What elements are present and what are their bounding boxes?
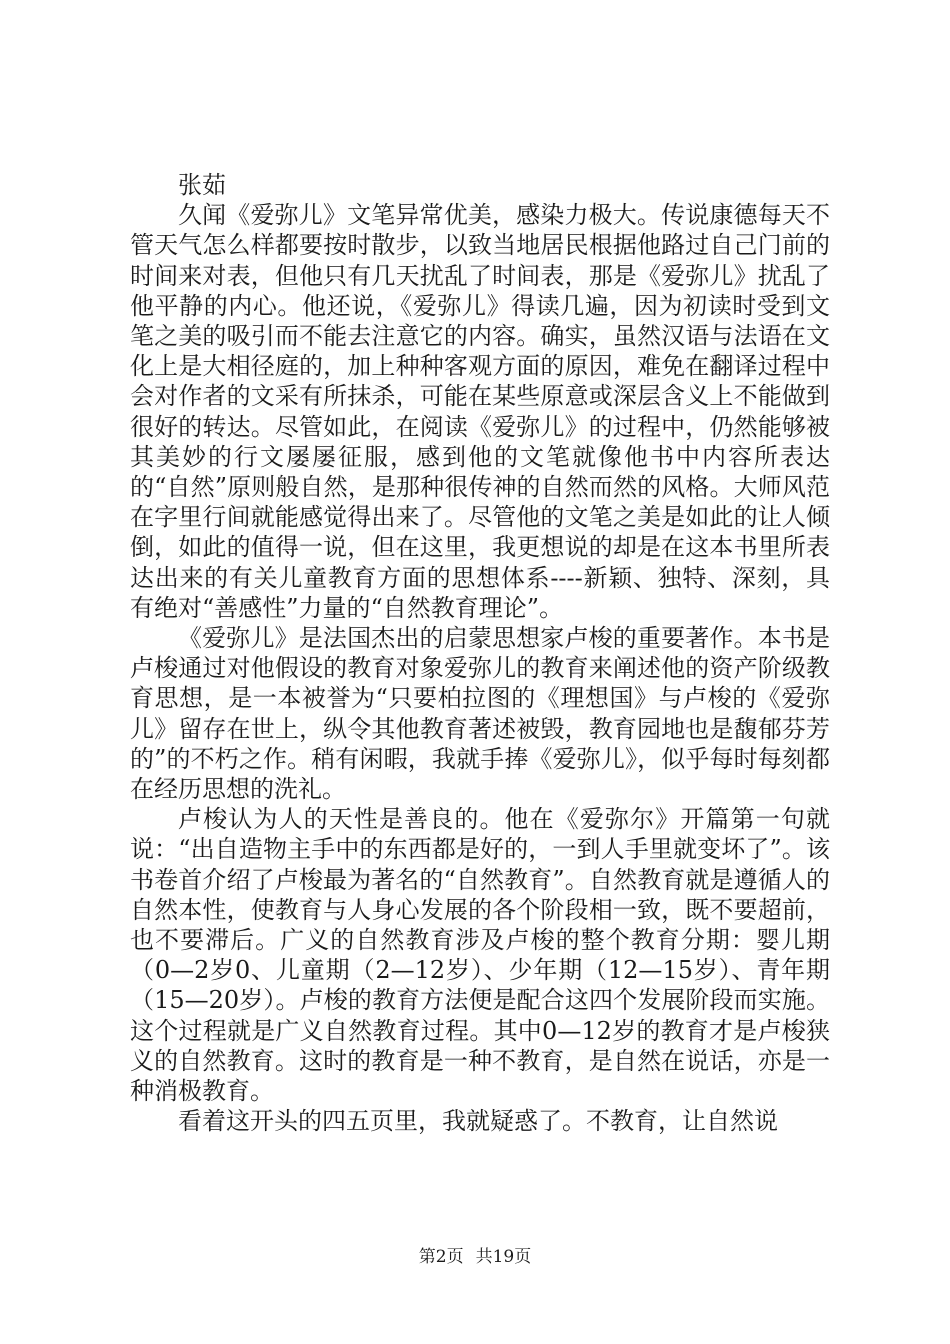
paragraph-4: 看着这开头的四五页里，我就疑惑了。不教育，让自然说 xyxy=(178,1107,778,1136)
author-name: 张茹 xyxy=(178,171,226,199)
document-body xyxy=(130,170,830,1137)
page-total: 共19页 xyxy=(475,1247,532,1267)
page-footer xyxy=(0,1242,950,1267)
paragraph-2: 《爱弥儿》是法国杰出的启蒙思想家卢梭的重要著作。本书是卢梭通过对他假设的教育对象爱弥儿的教育来阐述他的资产阶级教育思想，是一本被誉为“只要柏拉图的《理想国》与卢梭的《爱弥儿》留存在世上，纵令其他教育著述被毁，教育园地也是馥郁芬芳的”的不朽之作。稍有闲暇，我就手捧《爱弥儿》，似乎每时每刻都在经历思想的洗礼。 xyxy=(130,624,830,804)
paragraph-3: 卢梭认为人的天性是善良的。他在《爱弥尔》开篇第一句就说：“出自造物主手中的东西都是好的，一到人手里就变坏了”。该书卷首介绍了卢梭最为著名的“自然教育”。自然教育就是遵循人的自然本性，使教育与人身心发展的各个阶段相一致，既不要超前，也不要滞后。广义的自然教育涉及卢梭的整个教育分期：婴儿期（0—2岁0、儿童期（2—12岁）、少年期（12—15岁）、青年期（15—20岁）。卢梭的教育方法便是配合这四个发展阶段而实施。这个过程就是广义自然教育过程。其中0—12岁的教育才是卢梭狭义的自然教育。这时的教育是一种不教育，是自然在说话，亦是一种消极教育。 xyxy=(130,805,830,1106)
page-number: 第2页 xyxy=(418,1247,464,1267)
paragraph-1: 久闻《爱弥儿》文笔异常优美，感染力极大。传说康德每天不管天气怎么样都要按时散步，以致当地居民根据他路过自己门前的时间来对表，但他只有几天扰乱了时间表，那是《爱弥儿》扰乱了他平静的内心。他还说，《爱弥儿》得读几遍，因为初读时受到文笔之美的吸引而不能去注意它的内容。确实，虽然汉语与法语在文化上是大相径庭的，加上种种客观方面的原因，难免在翻译过程中会对作者的文采有所抹杀，可能在某些原意或深层含义上不能做到很好的转达。尽管如此，在阅读《爱弥儿》的过程中，仍然能够被其美妙的行文屡屡征服，感到他的文笔就像他书中内容所表达的“自然”原则般自然，是那种很传神的自然而然的风格。大师风范在字里行间就能感觉得出来了。尽管他的文笔之美是如此的让人倾倒，如此的值得一说，但在这里，我更想说的却是在这本书里所表达出来的有关儿童教育方面的思想体系----新颖、独特、深刻，具有绝对“善感性”力量的“自然教育理论”。 xyxy=(130,201,830,622)
